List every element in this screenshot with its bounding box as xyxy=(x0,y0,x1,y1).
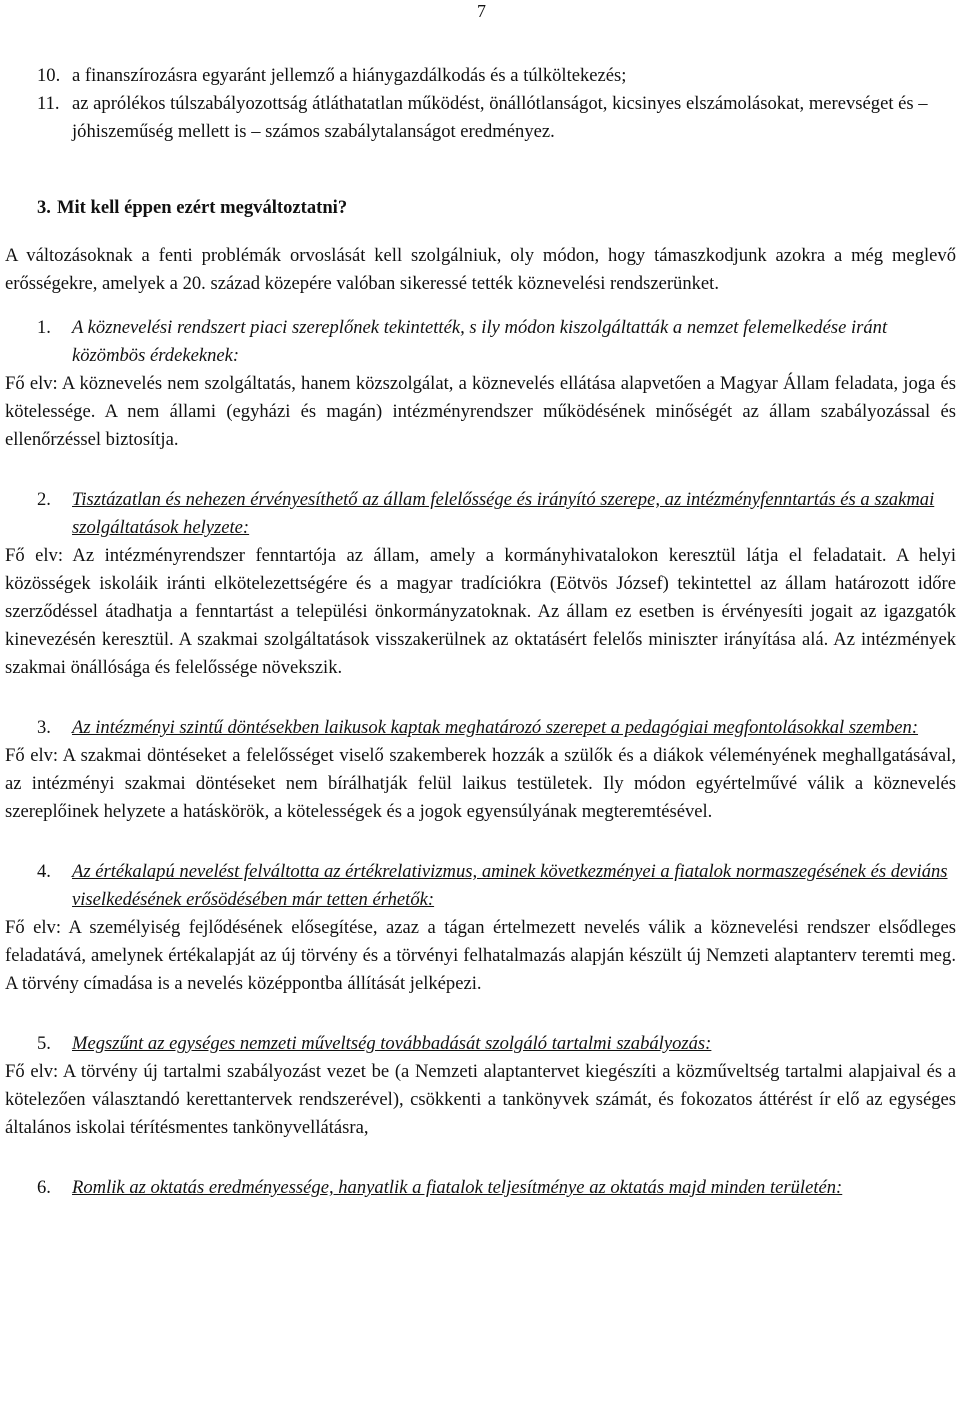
problem-title: Az intézményi szintű döntésekben laikusok kaptak meghatározó szerepet a pedagógiai megfontolásokkal szemben: xyxy=(72,717,919,738)
principle-1: Fő elv: A köznevelés nem szolgáltatás, hanem közszolgálat, a köznevelés ellátása alapvetően a Magyar Állam feladata, joga és kötelessége. A nem állami (egyházi és magán) intézményrendszer működésének minőségét az állam szabályozással és ellenőrzéssel biztosítja. xyxy=(5,373,956,450)
problem-3 xyxy=(5,714,956,742)
principle-2: Fő elv: Az intézményrendszer fenntartója az állam, amely a kormányhivatalokon keresztül látja el feladatait. A helyi közösségek iskoláik iránti elkötelezettségére és a magyar tradíciókra (Eötvös József) tekintettel az állam határozott időre szerződéssel átadhatja a fenntartást a települési önkormányzatoknak. Az állam ez esetben is érvényesíti jogait az igazgatók kinevezésén keresztül. A szakmai szolgáltatások visszakerülnek az oktatásért felelős miniszter irányítása alá. Az intézmények szakmai önállósága és felelőssége növekszik. xyxy=(5,545,956,678)
problem-number: 5. xyxy=(37,1033,51,1054)
problem-number: 3. xyxy=(37,717,51,738)
problem-1 xyxy=(5,314,956,370)
intro-paragraph: A változásoknak a fenti problémák orvoslását kell szolgálniuk, oly módon, hogy támaszkodjunk azokra a még meglevő erősségekre, amelyek a 20. század közepére valóban sikeressé tették köznevelési rendszerünket. xyxy=(5,245,956,294)
section-heading xyxy=(5,194,956,222)
list-item-text: a finanszírozásra egyaránt jellemző a hiánygazdálkodás és a túlköltekezés; xyxy=(72,65,627,86)
problem-2 xyxy=(5,486,956,542)
problem-6 xyxy=(5,1174,956,1202)
section-heading-text: Mit kell éppen ezért megváltoztatni? xyxy=(56,197,348,218)
list-item-11 xyxy=(5,90,956,146)
problem-number: 1. xyxy=(37,317,51,338)
principle-5: Fő elv: A törvény új tartalmi szabályozást vezet be (a Nemzeti alaptantervet kiegészíti a közműveltség tartalmi alapjaival és a kötelezően választandó kerettantervek rendszerével), csökkenti a tankönyvek számát, és fokozatos áttérést ír elő az egységes általános iskolai térítésmentes tankönyvellátásra, xyxy=(5,1061,956,1138)
problem-5 xyxy=(5,1030,956,1058)
problem-number: 6. xyxy=(37,1177,51,1198)
problem-title: Romlik az oktatás eredményessége, hanyatlik a fiatalok teljesítménye az oktatás majd minden területén: xyxy=(72,1177,843,1198)
principle-4: Fő elv: A személyiség fejlődésének elősegítése, azaz a tágan értelmezett nevelés válik a köznevelési rendszer elsődleges feladatává, amelynek értékalapját az új törvény és a törvényi felhatalmazás alapján készült új Nemzeti alaptanterv teremti meg. A törvény címadása is a nevelés középpontba állítását jelképezi. xyxy=(5,917,956,994)
list-item-text: az aprólékos túlszabályozottság átláthatatlan működést, önállótlanságot, kicsinyes elszámolásokat, merevséget és – jóhiszeműség mellett is – számos szabálytalanságot eredményez. xyxy=(72,93,928,142)
problem-title: Az értékalapú nevelést felváltotta az értékrelativizmus, aminek következményei a fiatalok normaszegésének és deviáns viselkedésének erősödésében már tetten érhetők: xyxy=(72,861,948,910)
problem-title: A köznevelési rendszert piaci szereplőnek tekintették, s ily módon kiszolgáltatták a nemzet felemelkedése iránt közömbös érdekeknek: xyxy=(72,317,888,366)
page-number: 7 xyxy=(477,1,486,21)
principle-3: Fő elv: A szakmai döntéseket a felelősséget viselő szakemberek hozzák a szülők és a diákok véleményének meghallgatásával, az intézményi szakmai döntéseket nem bírálhatják felül laikus testületek. Ily módon egyértelművé válik a köznevelés szereplőinek helyzete a hatáskörök, a kötelességek és a jogok egyensúlyának megteremtésével. xyxy=(5,745,956,822)
list-item-number: 11. xyxy=(37,93,60,114)
list-item-number: 10. xyxy=(37,65,61,86)
problem-title: Megszűnt az egységes nemzeti műveltség továbbadását szolgáló tartalmi szabályozás: xyxy=(72,1033,712,1054)
list-item-10 xyxy=(5,62,956,90)
document-body xyxy=(5,62,956,1202)
problem-4 xyxy=(5,858,956,914)
section-heading-number: 3. xyxy=(37,197,51,218)
problem-title: Tisztázatlan és nehezen érvényesíthető az állam felelőssége és irányító szerepe, az intézményfenntartás és a szakmai szolgáltatások helyzete: xyxy=(72,489,935,538)
problem-number: 4. xyxy=(37,861,51,882)
problem-number: 2. xyxy=(37,489,51,510)
